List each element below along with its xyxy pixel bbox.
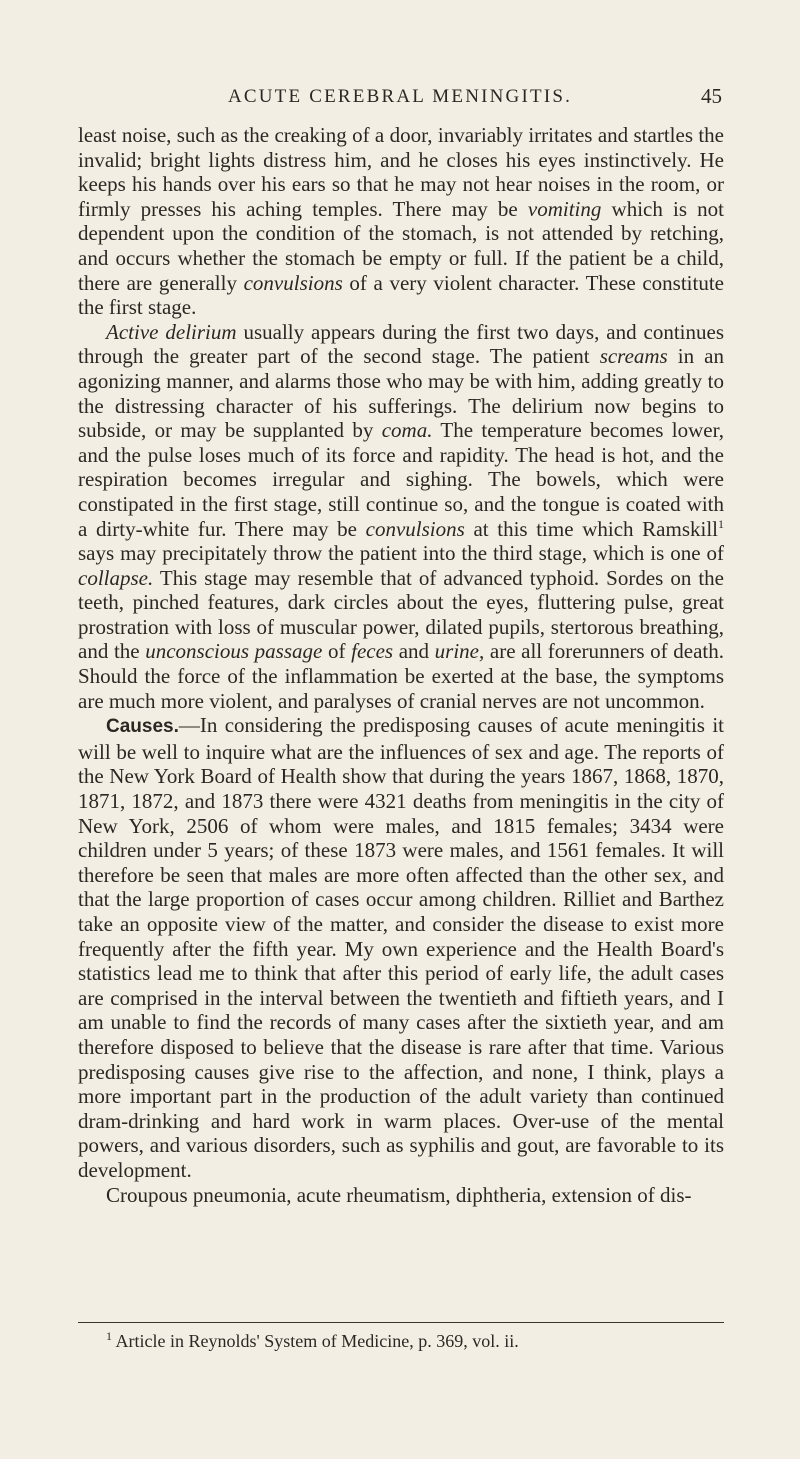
paragraph-croupous bbox=[78, 1183, 724, 1208]
text-run: says may precipitately throw the patient into the third stage, which is one of bbox=[78, 541, 724, 566]
footnote-rule bbox=[78, 1322, 724, 1323]
paragraph-delirium bbox=[78, 320, 724, 714]
footnote-number: 1 bbox=[106, 1329, 112, 1343]
text-run: of bbox=[322, 639, 352, 664]
italic-term: convulsions bbox=[243, 270, 343, 295]
text-run: usually appears during the first two days, and continues through the greater part of the second stage. The patient bbox=[78, 319, 724, 369]
text-run: which is not dependent upon the condition of the stomach, is not attended by retching, and occurs whether the stomach be empty or full. If the patient be a child, there are generally bbox=[78, 196, 724, 295]
running-head: ACUTE CEREBRAL MENINGITIS. bbox=[227, 86, 573, 107]
paragraph-photophobia bbox=[78, 123, 724, 320]
italic-term: vomiting bbox=[527, 196, 602, 221]
italic-term: collapse. bbox=[78, 565, 154, 590]
italic-term: feces bbox=[351, 639, 394, 664]
text-run: at this time which Ramskill bbox=[464, 516, 718, 541]
text-run: This stage may resemble that of advanced typhoid. Sordes on the teeth, pinched features, dark circles about the eyes, fluttering pulse, great prostration with loss of muscular power, dilated pupils, stertorous breathing, and the bbox=[78, 565, 724, 664]
paragraph-causes bbox=[78, 713, 724, 1182]
italic-term: screams bbox=[599, 344, 668, 369]
italic-term: convulsions bbox=[365, 516, 465, 541]
text-run: Croupous pneumonia, acute rheumatism, diphtheria, extension of dis- bbox=[106, 1182, 692, 1207]
footnote bbox=[78, 1330, 724, 1352]
italic-term: Active delirium bbox=[106, 319, 237, 344]
footnote-text: Article in Reynolds' System of Medicine, p. 369, vol. ii. bbox=[112, 1331, 519, 1351]
section-heading: Causes. bbox=[106, 716, 179, 738]
italic-term: urine, bbox=[434, 639, 485, 664]
text-run: are all forerunners of death. Should the force of the inflammation be exerted at the base, the symptoms are much more violent, and paralyses of cranial nerves are not uncommon. bbox=[78, 639, 724, 713]
page-number: 45 bbox=[701, 84, 722, 108]
page-header bbox=[0, 86, 800, 116]
italic-term: unconscious passage bbox=[145, 639, 323, 664]
text-run: —In considering the predisposing causes of acute meningitis it will be well to inquire what are the influences of sex and age. The reports of the New York Board of Health show that during the years 1867, 1868, 1870, 1871, 1872, and 1873 there were 4321 deaths from meningitis in the city of New York, 2506 of whom were males, and 1815 females; 3434 were children under 5 years; of these 1873 were males, and 1561 females. It will therefore be seen that males are more often affected than the other sex, and that the large proportion of cases occur among children. Rilliet and Barthez take an opposite view of the matter, and consider the disease to exist more frequently after the fifth year. My own experience and the Health Board's statistics lead me to think that after this period of early life, the adult cases are comprised in the interval between the twentieth and fiftieth years, and I am unable to find the records of many cases after the sixtieth year, and am therefore disposed to believe that the disease is rare after that time. Various predisposing causes give rise to the affection, and none, I think, plays a more important part in the production of the adult variety than continued dram-drinking and hard work in warm places. Over-use of the mental powers, and various disorders, such as syphilis and gout, are favorable to its development. bbox=[78, 713, 724, 1182]
text-run: of a very violent character. These constitute the first stage. bbox=[78, 270, 725, 320]
body-text bbox=[78, 123, 724, 1207]
footnote-marker: 1 bbox=[718, 516, 724, 531]
text-run: The temperature becomes lower, and the pulse loses much of its force and rapidity. The head is hot, and the respiration becomes irregular and sighing. The bowels, which were constipated in the first stage, still continue so, and the tongue is coated with a dirty-white fur. There may be bbox=[78, 418, 725, 541]
text-run: least noise, such as the creaking of a door, invariably irritates and startles the invalid; bright lights distress him, and he closes his eyes instinctively. He keeps his hands over his ears so that he may not hear noises in the room, or firmly presses his aching temples. There may be bbox=[78, 123, 724, 221]
italic-term: coma. bbox=[381, 418, 433, 443]
text-run: and bbox=[393, 639, 435, 664]
text-run: in an agonizing manner, and alarms those who may be with him, adding greatly to the distressing character of his sufferings. The delirium now begins to subside, or may be supplanted by bbox=[78, 344, 724, 443]
